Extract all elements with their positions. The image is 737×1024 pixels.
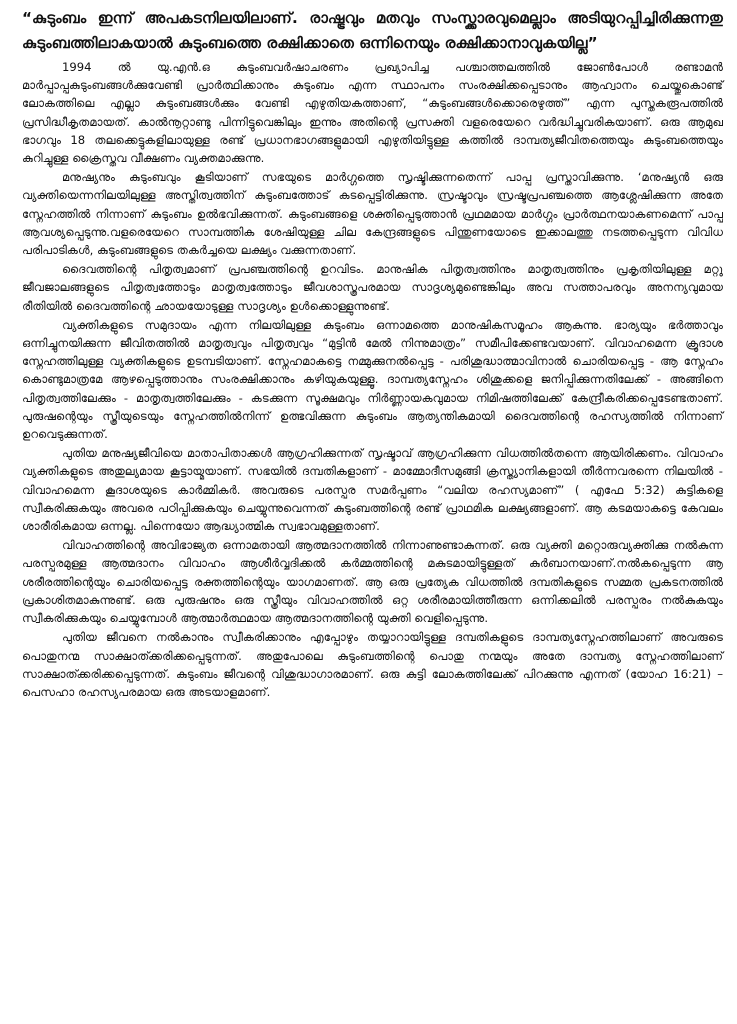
paragraph-5: പുതിയ മനുഷ്യജീവിയെ മാതാപിതാക്കൾ ആഗ്രഹിക്കുന്നത് സൃഷ്ടാവ് ആഗ്രഹിക്കുന്ന വിധത്തിൽതന്നെ ആയിരിക്കണം. വിവാഹം വ്യക്തികളുടെ അതുല്യമായ കൂട്ടായ്മയാണ്. സഭയിൽ ദമ്പതികളാണ് - മാമ്മോദീസമുങ്ങി ക്രസ്ത്യാനികളായി തീർന്നവരന്നെ നിലയിൽ - വിവാഹമെന്ന കൂദാശയുടെ കാർമ്മികർ. അവരുടെ പരസ്പര സമർപ്പണം “വലിയ രഹസ്യമാണ്” ( എഫേ 5:32) കുട്ടികളെ സ്വീകരിക്കുകയും അവരെ പഠിപ്പിക്കുകയും ചെയ്യുന്നുവെന്നത് കുടുംബത്തിന്റെ രണ്ട് പ്രാഥമിക ലക്ഷ്യങ്ങളാണ്. ആ കടമയാകട്ടെ കേവലം ശാരീരികമായ ഒന്നല്ല. പിന്നെയോ ആദ്ധ്യാത്മിക സ്വഭാവമുള്ളതാണ്. [22,446,723,534]
paragraph-6: വിവാഹത്തിന്റെ അവിഭാജ്യത ഒന്നാമതായി ആത്മദാനത്തിൽ നിന്നാണുണ്ടാകുന്നത്. ഒരു വ്യക്തി മറ്റൊരുവ്യക്തിക്കു നൽകുന്ന പരസ്പരമുള്ള ആത്മദാനം വിവാഹം ആശീർവ്വദിക്കൽ കർമ്മത്തിന്റെ മകുടമായിട്ടുള്ളത് കുർബാനയാണ്.നൽകപ്പെടുന്ന ആ ശരീരത്തിന്റെയും ചൊരിയപ്പെട്ട രക്തത്തിന്റെയും യാഗമാണത്. ആ ഒരു പ്രത്യേക വിധത്തിൽ ദമ്പതികളുടെ സമ്മത പ്രകടനത്തിൽ പ്രകാശിതമാകുന്നുണ്ട്. ഒരു പുരുഷനും ഒരു സ്ത്രീയും വിവാഹത്തിൽ ഒറ്റ ശരീരമായിത്തീരുന്ന ഒന്നിക്കലിൽ പരസ്പരം നൽകുകയും സ്വീകരിക്കുകയും ചെയ്യുമ്പോൾ ആത്മാർത്ഥമായ ആത്മദാനത്തിന്റെ യുക്തി വെളിപ്പെടുന്നു. [22,538,723,626]
document-heading: “കുടുംബം ഇന്ന് അപകടനിലയിലാണ്. രാഷ്ട്രവും മതവും സംസ്ക്കാരവുമെല്ലാം അടിയുറപ്പിച്ചിരിക്കുന്നതു കുടുംബത്തിലാകയാൽ കുടുംബത്തെ രക്ഷിക്കാതെ ഒന്നിനെയും രക്ഷിക്കാനാവുകയില്ല” [22,9,723,52]
paragraph-1: 1994 ൽ യു.എൻ.ഒ കുടുംബവർഷാചരണം പ്രഖ്യാപിച്ച പശ്ചാത്തലത്തിൽ ജോൺപോൾ രണ്ടാമൻ മാർപ്പാപ്പകുടുംബങ്ങൾക്കുവേണ്ടി പ്രാർത്ഥിക്കാനും കുടുംബം എന്ന സ്ഥാപനം സംരക്ഷിക്കപ്പെടാനും ആഹ്വാനം ചെയ്തുകൊണ്ട് ലോകത്തിലെ എല്ലാ കുടുംബങ്ങൾക്കും വേണ്ടി എഴുതിയകത്താണ്, “കുടുംബങ്ങൾക്കൊരെഴുത്ത്” എന്ന പുസ്തകരൂപത്തിൽ പ്രസിദ്ധീകൃതമായത്. കാൽനൂറ്റാണ്ടു പിന്നിട്ടുവെങ്കിലും ഇന്നും അതിന്റെ പ്രസക്തി വളരെയേറെ വർദ്ധിച്ചുവരികയാണ്. ഒരു ആമുഖ ഭാഗവും 18 തലക്കെട്ടുകളിലായുള്ള രണ്ട് പ്രധാനഭാഗങ്ങളുമായി എഴുതിയിട്ടുള്ള കത്തിൽ ദാമ്പത്യജീവിതത്തെയും കുടുംബത്തെയും കുറിച്ചുള്ള ക്രൈസ്തവ വീക്ഷണം വ്യക്തമാക്കുന്നു. [22,60,723,166]
paragraph-4: വ്യക്തികളുടെ സമുദായം എന്ന നിലയിലുള്ള കുടുംബം ഒന്നാമത്തെ മാനുഷികസമൂഹം ആകുന്നു. ഭാര്യയും ഭർത്താവും ഒന്നിച്ചുനയിക്കുന്ന ജീവിതത്തിൽ മാതൃത്വവും പിതൃത്വവും “മുട്ടിൻ മേൽ നിന്നുമാത്രം” സമീപിക്കേണ്ടവയാണ്. വിവാഹമെന്ന ക്രൂദാശ സ്നേഹത്തിലുള്ള വ്യക്തികളുടെ ഉടമ്പടിയാണ്. സ്നേഹമാകട്ടെ നമ്മുക്കുനൽപ്പെട്ട - പരിശുദ്ധാത്മാവിനാൽ ചൊരിയപ്പെട്ട - ആ സ്നേഹം കൊണ്ടുമാത്രമേ ആഴപ്പെടുത്താനും സംരക്ഷിക്കാനും കഴിയുകയുള്ളൂ. ദാമ്പത്യസ്നേഹം ശിശുക്കളെ ജനിപ്പിക്കുന്നതിലേക്ക് - അങ്ങിനെ പിതൃത്വത്തിലേക്കും - മാതൃത്വത്തിലേക്കും - കടക്കുന്ന സൂക്ഷമവും നിർണ്ണായകവുമായ നിമിഷത്തിലേക്ക് കേന്ദ്രീകരിക്കപ്പെടേണ്ടതാണ്. പുരുഷന്റെയും സ്ത്രീയുടെയും സ്നേഹത്തിൽനിന്ന് ഉത്ഭവിക്കുന്ന കുടുംബം ആത്യന്തികമായി ദൈവത്തിന്റെ രഹസ്യത്തിൽ നിന്നാണ് ഉറവെടുക്കുന്നത്. [22,317,723,442]
paragraph-2: മനുഷ്യനും കുടുംബവും കൂടിയാണ് സഭയുടെ മാർഗ്ഗത്തെ സൃഷ്ടിക്കുന്നതെന്ന് പാപ്പ പ്രസ്താവിക്കുന്നു. ‘മനുഷ്യൻ ഒരു വ്യക്തിയെന്നനിലയിലുള്ള അസ്തിത്വത്തിന് കുടുംബത്തോട് കടപ്പെട്ടിരിക്കുന്നു. സ്രഷ്ടാവും സ്രഷ്ടപ്രപഞ്ചത്തെ ആശ്ലേഷിക്കുന്ന അതേ സ്നേഹത്തിൽ നിന്നാണ് കുടുംബം ഉൽഭവിക്കുന്നത്. കുടുംബങ്ങളെ ശക്തിപ്പെടുത്താൻ പ്രഥമമായ മാർഗ്ഗം പ്രാർത്ഥനയാകണമെന്ന് പാപ്പ ആവശ്യപ്പെടുന്നു.വളരെയേറെ സാമ്പത്തിക ശേഷിയുള്ള ചില കേന്ദ്രങ്ങളുടെ പിന്തുണയോടെ ഇക്കാലത്തു നടത്തപ്പെടുന്ന വിവിധ പരിപാടികൾ, കുടുംബങ്ങളുടെ തകർച്ചയെ ലക്ഷ്യം വക്കുന്നതാണ്. [22,170,723,258]
paragraph-7: പുതിയ ജീവനെ നൽകാനും സ്വീകരിക്കാനും എപ്പോഴും തയ്യാറായിട്ടുള്ള ദമ്പതികളുടെ ദാമ്പത്യസ്നേഹത്തിലാണ് അവരുടെ പൊതുനന്മ സാക്ഷാത്ക്കരിക്കപ്പെടുന്നത്. അതുപോലെ കുടുംബത്തിന്റെ പൊതു നന്മയും അതേ ദാമ്പത്യ സ്നേഹത്തിലാണ് സാക്ഷാത്ക്കരിക്കപ്പെടുന്നത്. കുടുംബം ജീവന്റെ വിശുദ്ധാഗാരമാണ്. ഒരു കുട്ടി ലോകത്തിലേക്ക് പിറക്കുന്നു എന്നത് (യോഹ 16:21) –പെസഹാ രഹസ്യപരമായ ഒരു അടയാളമാണ്. [22,630,723,699]
paragraph-3: ദൈവത്തിന്റെ പിതൃത്വമാണ് പ്രപഞ്ചത്തിന്റെ ഉറവിടം. മാനുഷിക പിതൃത്വത്തിനും മാതൃത്വത്തിനും പ്രകൃതിയിലുള്ള മറ്റു ജീവജാലങ്ങളുടെ പിതൃത്വത്തോടും മാതൃത്വത്തോടും ജീവശാസ്ത്രപരമായ സാദൃശ്യമുണ്ടെങ്കിലും അവ സത്താപരവും അനന്യവുമായ രീതിയിൽ ദൈവത്തിന്റെ ഛായയോടുള്ള സാദൃശ്യം ഉൾക്കൊള്ളുന്നുണ്ട്. [22,262,723,313]
